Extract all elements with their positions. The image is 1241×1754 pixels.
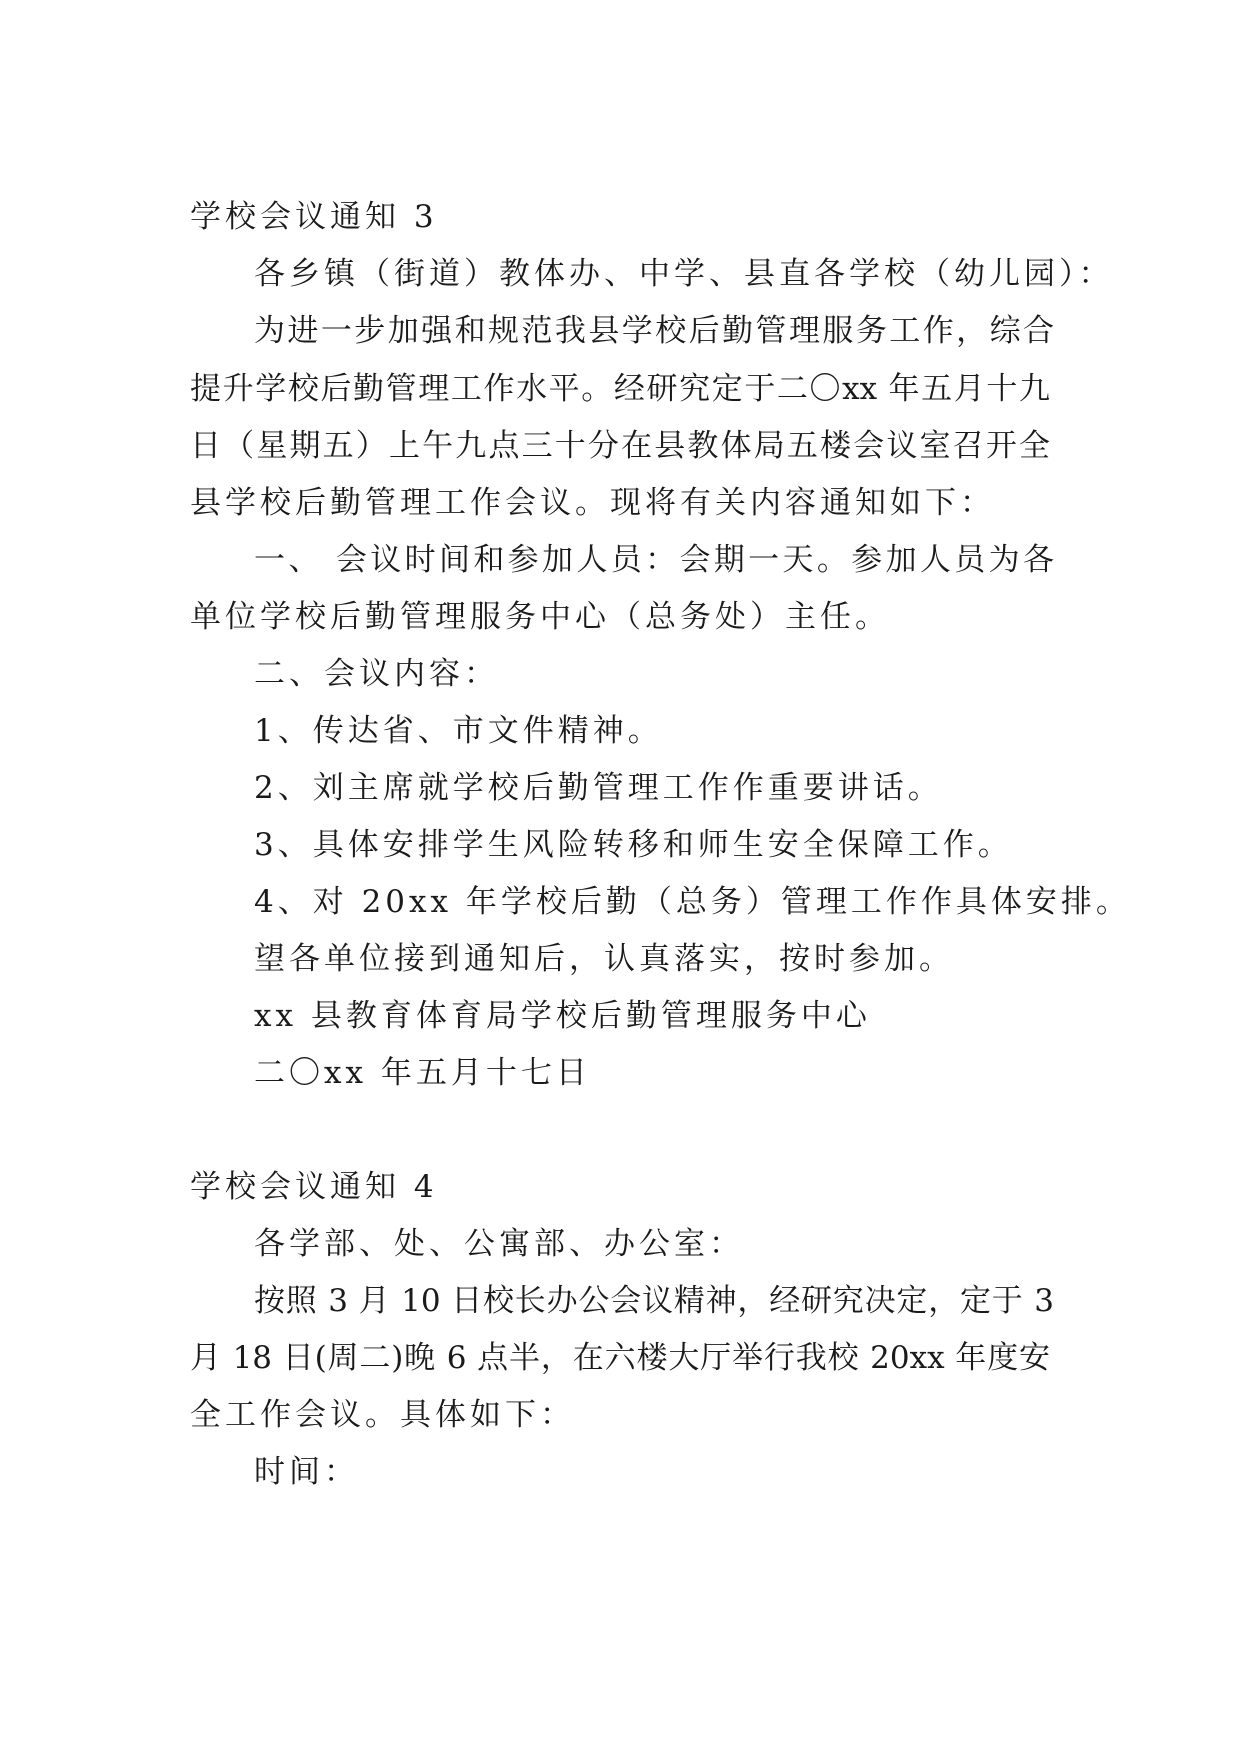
notice3-issuer: xx 县教育体育局学校后勤管理服务中心: [254, 998, 871, 1034]
notice3-content-item: 2、刘主席就学校后勤管理工作作重要讲话。: [254, 770, 943, 806]
notice3-item1-line: 一、 会议时间和参加人员：会期一天。参加人员为各: [254, 542, 1054, 578]
notice3-content-item: 1、传达省、市文件精神。: [254, 713, 663, 749]
notice4-title: 学校会议通知 4: [190, 1169, 438, 1205]
notice3-salutation: 各乡镇（街道）教体办、中学、县直各学校（幼儿园）：: [254, 256, 1114, 292]
notice4-time-label: 时间：: [254, 1454, 359, 1490]
notice3-closing: 望各单位接到通知后，认真落实，按时参加。: [254, 941, 954, 977]
notice3-title: 学校会议通知 3: [190, 199, 438, 235]
notice4-body-line: 全工作会议。具体如下：: [190, 1397, 575, 1433]
notice3-item1-line: 单位学校后勤管理服务中心（总务处）主任。: [190, 599, 890, 635]
notice4-body-line: 月 18 日(周二)晚 6 点半，在六楼大厅举行我校 20xx 年度安: [190, 1340, 1050, 1376]
notice4-body-line: 按照 3 月 10 日校长办公会议精神，经研究决定，定于 3: [254, 1283, 1054, 1319]
notice3-item2: 二、会议内容：: [254, 656, 499, 692]
notice3-date: 二〇xx 年五月十七日: [254, 1055, 591, 1091]
notice3-content-item: 4、对 20xx 年学校后勤（总务）管理工作作具体安排。: [254, 884, 1131, 920]
notice3-intro-line: 为进一步加强和规范我县学校后勤管理服务工作，综合: [254, 313, 1054, 349]
notice3-intro-line: 提升学校后勤管理工作水平。经研究定于二〇xx 年五月十九: [190, 371, 1050, 407]
notice3-intro-line: 日（星期五）上午九点三十分在县教体局五楼会议室召开全: [190, 428, 1050, 464]
notice3-content-item: 3、具体安排学生风险转移和师生安全保障工作。: [254, 827, 1013, 863]
notice4-salutation: 各学部、处、公寓部、办公室：: [254, 1226, 744, 1262]
notice3-intro-line: 县学校后勤管理工作会议。现将有关内容通知如下：: [190, 485, 995, 521]
